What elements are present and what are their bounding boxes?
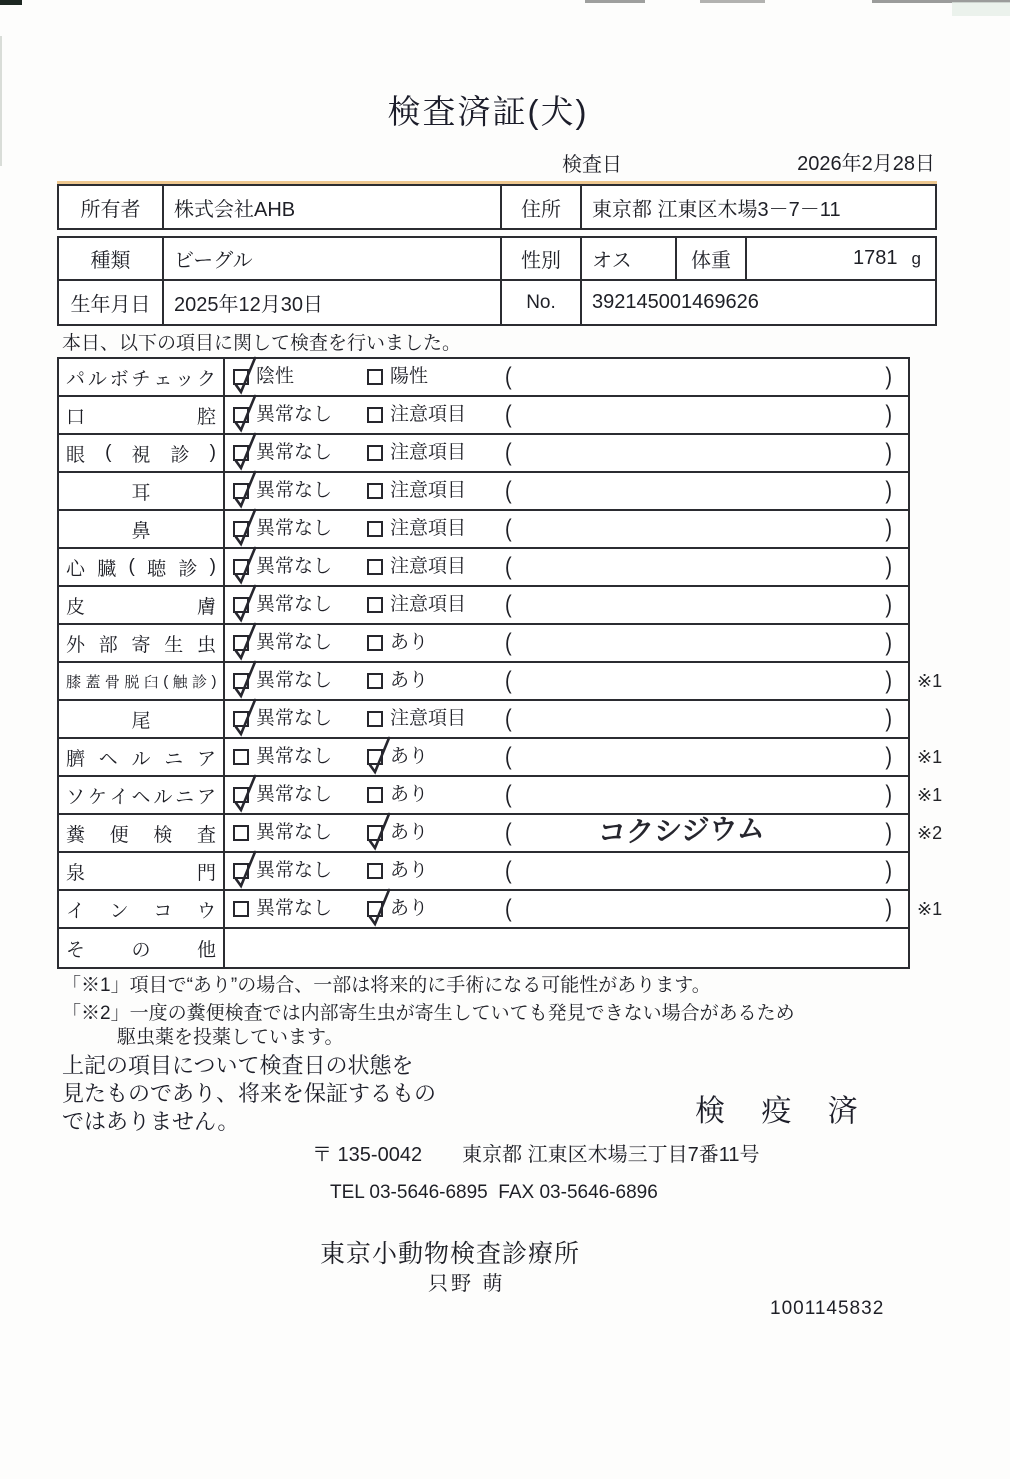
label-char: 臍: [66, 748, 86, 770]
label-char: ヘ: [131, 786, 151, 808]
exam-date-label: 検査日: [562, 154, 622, 176]
handwritten-check-mark: [231, 546, 259, 586]
no-label: No.: [502, 281, 582, 324]
paren-open: (: [505, 857, 512, 885]
label-char: (: [105, 442, 112, 463]
label-char: ウ: [196, 900, 216, 922]
checklist-row-body: [225, 511, 908, 547]
label-char: (: [163, 672, 168, 690]
checkbox-option-1: [233, 749, 249, 765]
paren-close: ): [885, 363, 892, 391]
option-1-label: 異常なし: [256, 556, 333, 577]
reference-mark: ※1: [917, 899, 943, 919]
document-serial-number: 1001145832: [770, 1298, 885, 1319]
label-char: ): [211, 672, 216, 690]
paren-close: ): [885, 781, 892, 809]
option-2-label: あり: [390, 860, 429, 881]
checkbox-option-2: [367, 521, 383, 537]
handwritten-check-mark: [365, 888, 393, 928]
option-2-label: 注意項目: [390, 480, 467, 501]
checkbox-option-2: [367, 445, 383, 461]
checklist-row-body: [225, 853, 908, 889]
handwritten-check-mark: [231, 850, 259, 890]
label-char: 虫: [196, 634, 216, 656]
checkbox-option-1: [233, 673, 249, 689]
checklist-row-label: [59, 549, 225, 585]
checklist-row: [59, 435, 908, 473]
address-value: 東京都 江東区木場3－7－11: [592, 198, 841, 221]
option-1-label: 異常なし: [256, 670, 333, 691]
label-char: パ: [66, 368, 86, 390]
option-1-label: 異常なし: [256, 860, 333, 881]
clinic-tel-fax: TEL 03-5646-6895 FAX 03-5646-6896: [330, 1182, 658, 1203]
checklist-row-label: [59, 777, 225, 813]
paren-open: (: [505, 591, 512, 619]
checklist-row: [59, 587, 908, 625]
label-char: 臼: [143, 673, 159, 691]
checklist-row: [59, 397, 908, 435]
checklist-row-body: [225, 587, 908, 623]
label-char: ア: [196, 748, 216, 770]
option-1-label: 異常なし: [256, 746, 333, 767]
label-char: 骨: [104, 673, 120, 691]
option-2-label: 陽性: [390, 366, 429, 387]
handwritten-check-mark: [231, 508, 259, 548]
checklist-row-label: [59, 853, 225, 889]
label-char: ェ: [153, 368, 173, 390]
weight-value-cell: [747, 238, 935, 281]
label-char: イ: [66, 900, 86, 922]
label-char: ア: [196, 786, 216, 808]
option-1-label: 異常なし: [256, 480, 333, 501]
option-2-label: あり: [390, 632, 429, 653]
checklist-row: [59, 359, 908, 397]
checklist-row-body: [225, 739, 908, 775]
label-char: 眼: [66, 444, 86, 466]
option-1-label: 異常なし: [256, 594, 333, 615]
option-1-label: 異常なし: [256, 898, 333, 919]
label-char: 皮: [66, 596, 86, 618]
checklist-row: [59, 549, 908, 587]
paren-close: ): [885, 629, 892, 657]
option-1-label: 異常なし: [256, 822, 333, 843]
checklist-row: [59, 473, 908, 511]
label-char: 診: [192, 673, 207, 691]
quarantine-stamp: 検 疫 済: [695, 1095, 872, 1128]
footnote-2: 「※2」一度の糞便検査では内部寄生虫が寄生していても発見できない場合があるため: [62, 1003, 795, 1024]
option-1-label: 異常なし: [256, 708, 333, 729]
label-char: 診: [170, 444, 190, 466]
paren-close: ): [885, 439, 892, 467]
label-char: 診: [178, 558, 198, 580]
option-2-label: 注意項目: [390, 556, 467, 577]
owner-value: 株式会社AHB: [164, 186, 502, 228]
checkbox-option-1: [233, 559, 249, 575]
option-2-label: あり: [390, 784, 429, 805]
paren-close: ): [885, 743, 892, 771]
label-char: 糞: [66, 824, 86, 846]
checklist-row: [59, 812, 943, 853]
label-char: 口: [66, 406, 86, 428]
checkbox-option-2: [367, 787, 383, 803]
checkbox-option-2: [367, 559, 383, 575]
checklist-row-body: [225, 663, 908, 699]
option-1-label: 陰性: [256, 366, 295, 387]
paren-open: (: [505, 477, 512, 505]
owner-label: 所有者: [59, 186, 164, 228]
checkbox-option-1: [233, 711, 249, 727]
disclaimer-line-2: 見たものであり、将来を保証するもの: [62, 1081, 437, 1106]
weight-unit: g: [911, 248, 921, 268]
paren-open: (: [505, 781, 512, 809]
label-char: 聴: [147, 558, 167, 580]
checkbox-option-1: [233, 407, 249, 423]
label-char: 蓋: [85, 673, 100, 691]
checklist-row-label: [59, 929, 225, 967]
label-char: 生: [164, 634, 184, 656]
checklist-row: [59, 891, 943, 929]
checklist-row-label: 尾: [59, 701, 225, 737]
option-2-label: あり: [390, 670, 429, 691]
handwritten-check-mark: [231, 394, 259, 434]
paren-close: ): [885, 553, 892, 581]
option-2-label: 注意項目: [390, 708, 467, 729]
footnote-3: 駆虫薬を投薬しています。: [117, 1027, 344, 1048]
scan-artifact-top-right-tint: [952, 2, 1010, 16]
option-1-label: 異常なし: [256, 518, 333, 539]
checklist-row-label: 鼻: [59, 511, 225, 547]
checklist-row: [59, 625, 908, 663]
paren-close: ): [885, 667, 892, 695]
label-char: 寄: [131, 634, 151, 656]
checkbox-option-1: [233, 521, 249, 537]
label-char: ル: [87, 368, 107, 390]
handwritten-check-mark: [231, 774, 259, 814]
scan-artifact-top-line-2: [700, 0, 765, 3]
label-char: ): [209, 442, 216, 463]
intro-line: 本日、以下の項目に関して検査を行いました。: [62, 333, 462, 354]
option-2-label: あり: [390, 822, 429, 843]
label-char: 臓: [97, 558, 117, 580]
checkbox-option-1: [233, 825, 249, 841]
checkbox-option-2: [367, 635, 383, 651]
checklist-table: [57, 357, 943, 969]
label-char: イ: [109, 786, 129, 808]
label-char: (: [128, 556, 135, 577]
checklist-row-body: [225, 473, 908, 509]
option-2-label: 注意項目: [390, 594, 467, 615]
handwritten-check-mark: [231, 698, 259, 738]
disclaimer-line-1: 上記の項目について検査日の状態を: [62, 1053, 414, 1078]
sex-value: オス: [582, 238, 677, 281]
label-char: 視: [131, 444, 151, 466]
paren-close: ): [885, 857, 892, 885]
checkbox-option-2: [367, 711, 383, 727]
label-char: ル: [131, 748, 151, 770]
label-char: ニ: [164, 748, 184, 770]
reference-mark: ※1: [917, 747, 943, 767]
breed-value: ビーグル: [164, 238, 502, 281]
paren-close: ): [885, 515, 892, 543]
checkbox-option-2: [367, 749, 383, 765]
handwritten-check-mark: [231, 470, 259, 510]
checkbox-option-1: [233, 787, 249, 803]
label-char: 他: [196, 939, 216, 961]
birthdate-value: 2025年12月30日: [164, 281, 502, 324]
option-2-label: あり: [390, 746, 429, 767]
paren-close: ): [885, 401, 892, 429]
checklist-row-body: [225, 435, 908, 471]
option-2-label: あり: [390, 898, 429, 919]
label-char: ッ: [175, 368, 195, 390]
breed-label: 種類: [59, 238, 164, 281]
label-char: 膝: [66, 673, 81, 691]
paren-close: ): [885, 819, 892, 847]
paren-open: (: [505, 553, 512, 581]
option-2-label: 注意項目: [390, 518, 467, 539]
animal-info-table: [57, 236, 937, 326]
paren-close: ): [885, 477, 892, 505]
paren-open: (: [505, 819, 512, 847]
paren-close: ): [885, 895, 892, 923]
checklist-row-body: [225, 891, 908, 927]
handwritten-note: コクシジウム: [597, 812, 766, 849]
paren-close: ): [885, 705, 892, 733]
checklist-row-body: [225, 549, 908, 585]
no-value: 392145001469626: [592, 291, 759, 313]
checklist-row-label: [59, 587, 225, 623]
option-1-label: 異常なし: [256, 442, 333, 463]
checklist-row-label: [59, 359, 225, 395]
option-2-label: 注意項目: [390, 404, 467, 425]
page-title: 検査済証(犬): [387, 93, 589, 130]
checkbox-option-2: [367, 825, 383, 841]
label-char: 膚: [196, 596, 216, 618]
checklist-row-body: [225, 812, 908, 851]
checklist-row: [59, 511, 908, 549]
label-char: 腔: [196, 406, 216, 428]
option-1-label: 異常なし: [256, 404, 333, 425]
disclaimer-line-3: ではありません。: [62, 1109, 240, 1134]
reference-mark: ※1: [917, 671, 943, 691]
label-char: ソ: [66, 786, 86, 808]
handwritten-check-mark: [231, 622, 259, 662]
owner-table: [57, 184, 937, 230]
sex-label: 性別: [502, 238, 582, 281]
checklist-row-label: [59, 815, 225, 851]
paren-open: (: [505, 401, 512, 429]
paren-open: (: [505, 515, 512, 543]
reference-mark: ※2: [917, 823, 943, 843]
paren-open: (: [505, 895, 512, 923]
label-char: ヘ: [98, 748, 118, 770]
veterinarian-name: 只野 萌: [428, 1273, 506, 1295]
label-char: コ: [153, 900, 173, 922]
checklist-row-label: [59, 739, 225, 775]
paren-open: (: [505, 667, 512, 695]
label-char: ケ: [87, 786, 107, 808]
clinic-name: 東京小動物検査診療所: [320, 1240, 581, 1268]
label-char: ク: [196, 368, 216, 390]
paren-open: (: [505, 705, 512, 733]
clinic-postal-address: 〒 135-0042 東京都 江東区木場三丁目7番11号: [312, 1144, 760, 1166]
checkbox-option-2: [367, 407, 383, 423]
handwritten-check-mark: [231, 432, 259, 472]
checkbox-option-2: [367, 901, 383, 917]
checkbox-option-2: [367, 673, 383, 689]
label-char: 心: [66, 558, 86, 580]
checklist-row: [59, 663, 943, 701]
label-char: チ: [131, 368, 151, 390]
checkbox-option-1: [233, 863, 249, 879]
address-label: 住所: [502, 186, 582, 228]
option-1-label: 異常なし: [256, 632, 333, 653]
label-char: 便: [109, 824, 129, 846]
handwritten-check-mark: [365, 812, 393, 852]
checklist-row-body: [225, 397, 908, 433]
label-char: ): [209, 556, 216, 577]
paren-open: (: [505, 363, 512, 391]
checkbox-option-1: [233, 635, 249, 651]
checklist-row-label: [59, 663, 225, 699]
label-char: ル: [153, 786, 173, 808]
checklist-row-label: [59, 625, 225, 661]
reference-mark: ※1: [917, 785, 943, 805]
option-1-label: 異常なし: [256, 784, 333, 805]
label-char: 触: [172, 673, 188, 691]
paren-open: (: [505, 743, 512, 771]
footnote-1: 「※1」項目で“あり”の場合、一部は将来的に手術になる可能性があります。: [62, 975, 711, 996]
label-char: ニ: [175, 786, 195, 808]
label-char: 外: [66, 634, 86, 656]
handwritten-check-mark: [231, 584, 259, 624]
checkbox-option-2: [367, 483, 383, 499]
checklist-row-body: [225, 929, 908, 967]
paren-close: ): [885, 591, 892, 619]
scan-artifact-top-left: [0, 0, 22, 5]
label-char: 部: [98, 634, 118, 656]
checkbox-option-1: [233, 901, 249, 917]
label-char: ボ: [109, 368, 129, 390]
checklist-row: [59, 739, 943, 777]
checklist-row-body: [225, 625, 908, 661]
checklist-row-label: [59, 397, 225, 433]
checkbox-option-1: [233, 483, 249, 499]
scan-artifact-top-line-1: [585, 0, 645, 3]
checkbox-option-1: [233, 445, 249, 461]
weight-value: 1781: [853, 247, 898, 269]
label-char: ン: [109, 900, 129, 922]
checklist-row: [59, 701, 908, 739]
checkbox-option-2: [367, 597, 383, 613]
checkbox-option-1: [233, 597, 249, 613]
handwritten-check-mark: [365, 736, 393, 776]
checkbox-option-2: [367, 863, 383, 879]
checkbox-option-2: [367, 369, 383, 385]
label-char: 脱: [124, 673, 139, 691]
checklist-row-body: [225, 701, 908, 737]
paren-open: (: [505, 629, 512, 657]
checklist-row-label: [59, 891, 225, 927]
paren-open: (: [505, 439, 512, 467]
label-char: の: [131, 939, 151, 961]
handwritten-check-mark: [231, 356, 259, 396]
exam-date-value: 2026年2月28日: [797, 153, 935, 175]
label-char: 泉: [66, 862, 86, 884]
checklist-row-label: 耳: [59, 473, 225, 509]
checklist-row: [59, 929, 908, 967]
checklist-row-body: [225, 359, 908, 395]
checkbox-option-1: [233, 369, 249, 385]
option-2-label: 注意項目: [390, 442, 467, 463]
label-char: 門: [196, 862, 216, 884]
disclaimer-text: [62, 1052, 436, 1136]
label-char: そ: [66, 939, 86, 961]
birthdate-label: 生年月日: [59, 281, 164, 324]
label-char: 検: [153, 824, 173, 846]
scan-artifact-top-line-3: [872, 0, 1010, 3]
weight-label: 体重: [677, 238, 747, 281]
handwritten-check-mark: [231, 660, 259, 700]
label-char: 査: [196, 824, 216, 846]
checklist-row-label: [59, 435, 225, 471]
checklist-row: [59, 853, 908, 891]
